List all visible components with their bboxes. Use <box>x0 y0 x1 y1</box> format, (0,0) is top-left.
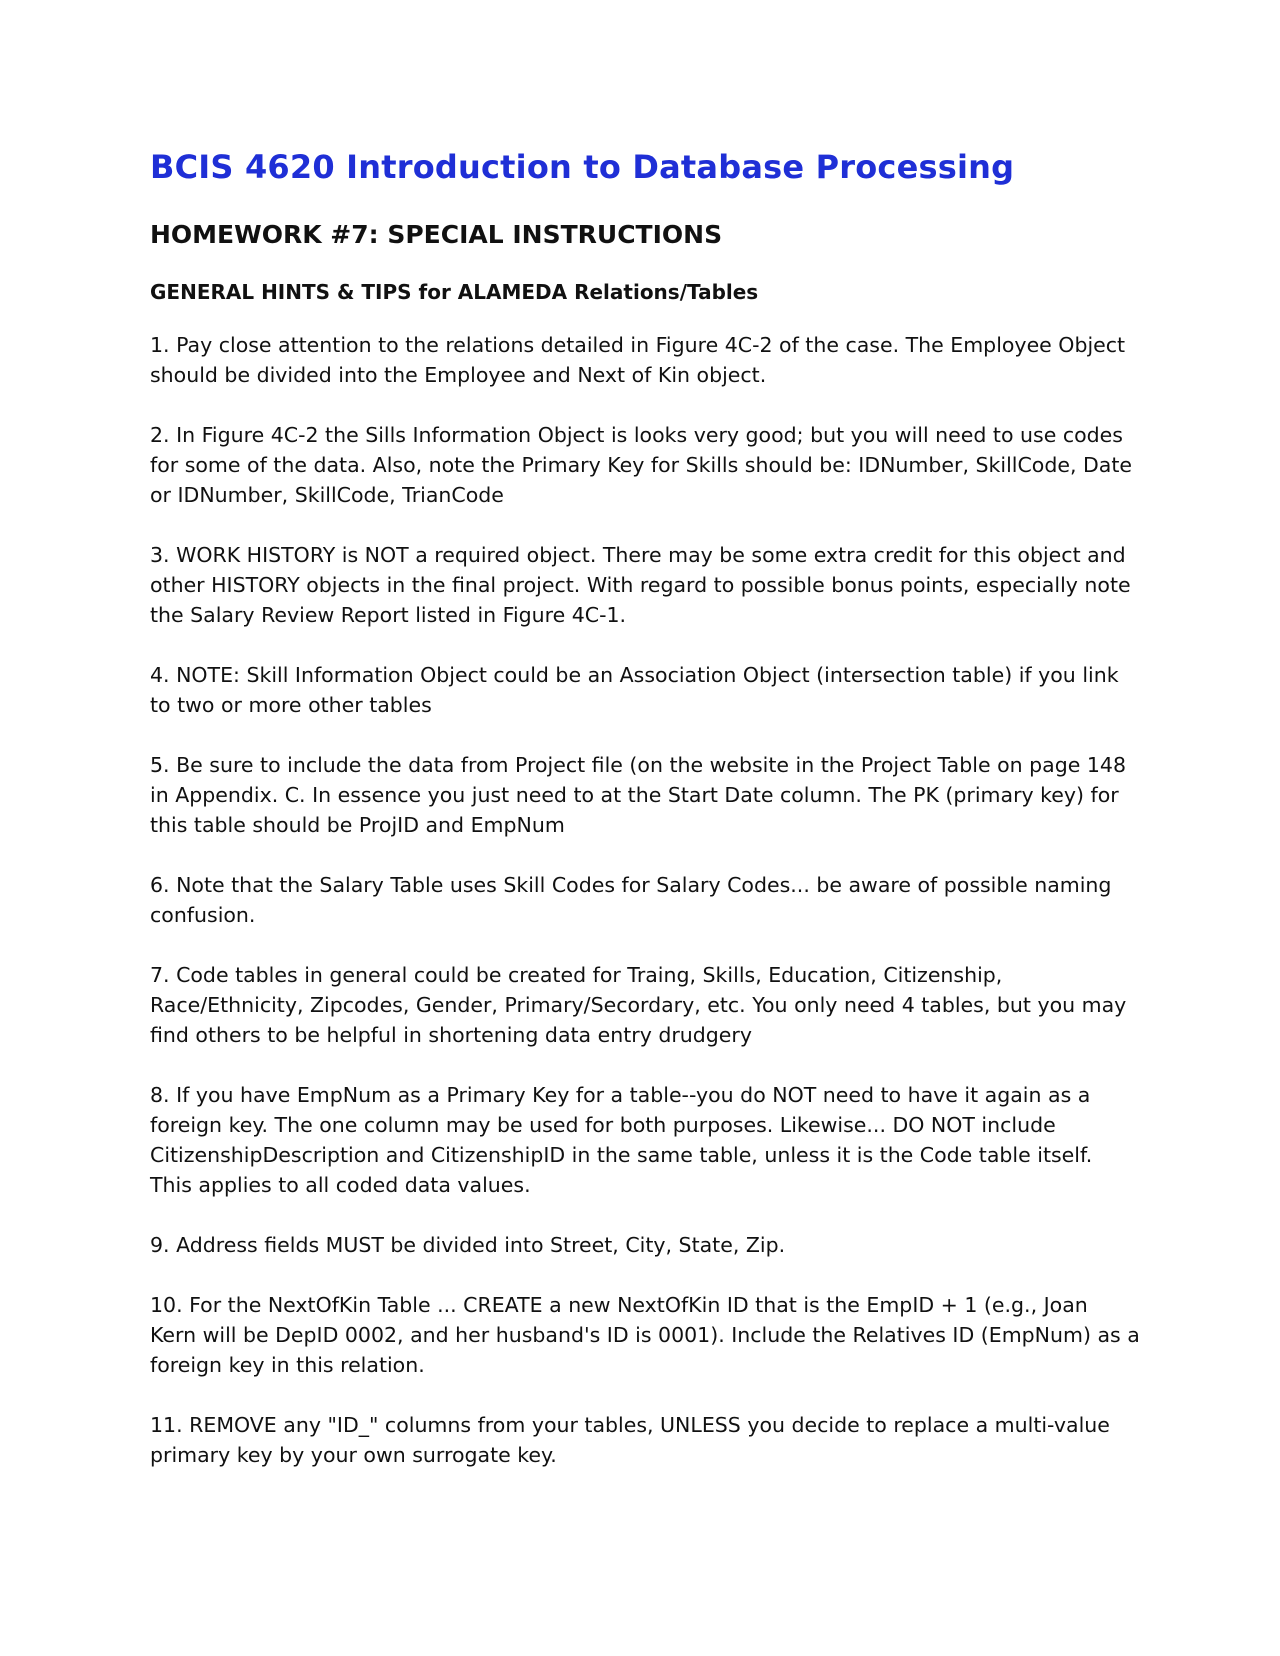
list-item: 4. NOTE: Skill Information Object could be an Association Object (intersection table) if you link to two or more other tables <box>150 663 1119 718</box>
section-title: GENERAL HINTS & TIPS for ALAMEDA Relations/Tables <box>150 280 759 305</box>
list-item: 9. Address fields MUST be divided into Street, City, State, Zip. <box>150 1233 786 1258</box>
course-title: BCIS 4620 Introduction to Database Processing <box>150 148 1015 186</box>
list-item: 10. For the NextOfKin Table ... CREATE a new NextOfKin ID that is the EmpID + 1 (e.g., Joan Kern will be DepID 0002, and her husband's ID is 0001). Include the Relatives ID (EmpNum) as a foreign key in this relation. <box>150 1293 1140 1378</box>
list-item: 2. In Figure 4C-2 the Sills Information Object is looks very good; but you will need to use codes for some of the data. Also, note the Primary Key for Skills should be: IDNumber, SkillCode, Date or IDNumber, SkillCode, TrianCode <box>150 423 1132 508</box>
list-item: 11. REMOVE any "ID_" columns from your tables, UNLESS you decide to replace a multi-value primary key by your own surrogate key. <box>150 1413 1110 1468</box>
homework-title: HOMEWORK #7: SPECIAL INSTRUCTIONS <box>150 220 723 250</box>
list-item: 1. Pay close attention to the relations detailed in Figure 4C-2 of the case. The Employee Object should be divided into the Employee and Next of Kin object. <box>150 333 1126 388</box>
list-item: 5. Be sure to include the data from Project file (on the website in the Project Table on page 148 in Appendix. C. In essence you just need to at the Start Date column. The PK (primary key) for this table should be ProjID and EmpNum <box>150 753 1126 838</box>
list-item: 6. Note that the Salary Table uses Skill Codes for Salary Codes... be aware of possible naming confusion. <box>150 873 1112 928</box>
list-item: 7. Code tables in general could be created for Traing, Skills, Education, Citizenship, Race/Ethnicity, Zipcodes, Gender, Primary/Secordary, etc. You only need 4 tables, but you may find others to be helpful in shortening data entry drudgery <box>150 963 1127 1048</box>
document-page <box>150 148 1140 1500</box>
list-item: 8. If you have EmpNum as a Primary Key for a table--you do NOT need to have it again as a foreign key. The one column may be used for both purposes. Likewise... DO NOT include CitizenshipDescription and CitizenshipID in the same table, unless it is the Code table itself. This applies to all coded data values. <box>150 1083 1093 1198</box>
list-item: 3. WORK HISTORY is NOT a required object. There may be some extra credit for this object and other HISTORY objects in the final project. With regard to possible bonus points, especially note the Salary Review Report listed in Figure 4C-1. <box>150 543 1131 628</box>
